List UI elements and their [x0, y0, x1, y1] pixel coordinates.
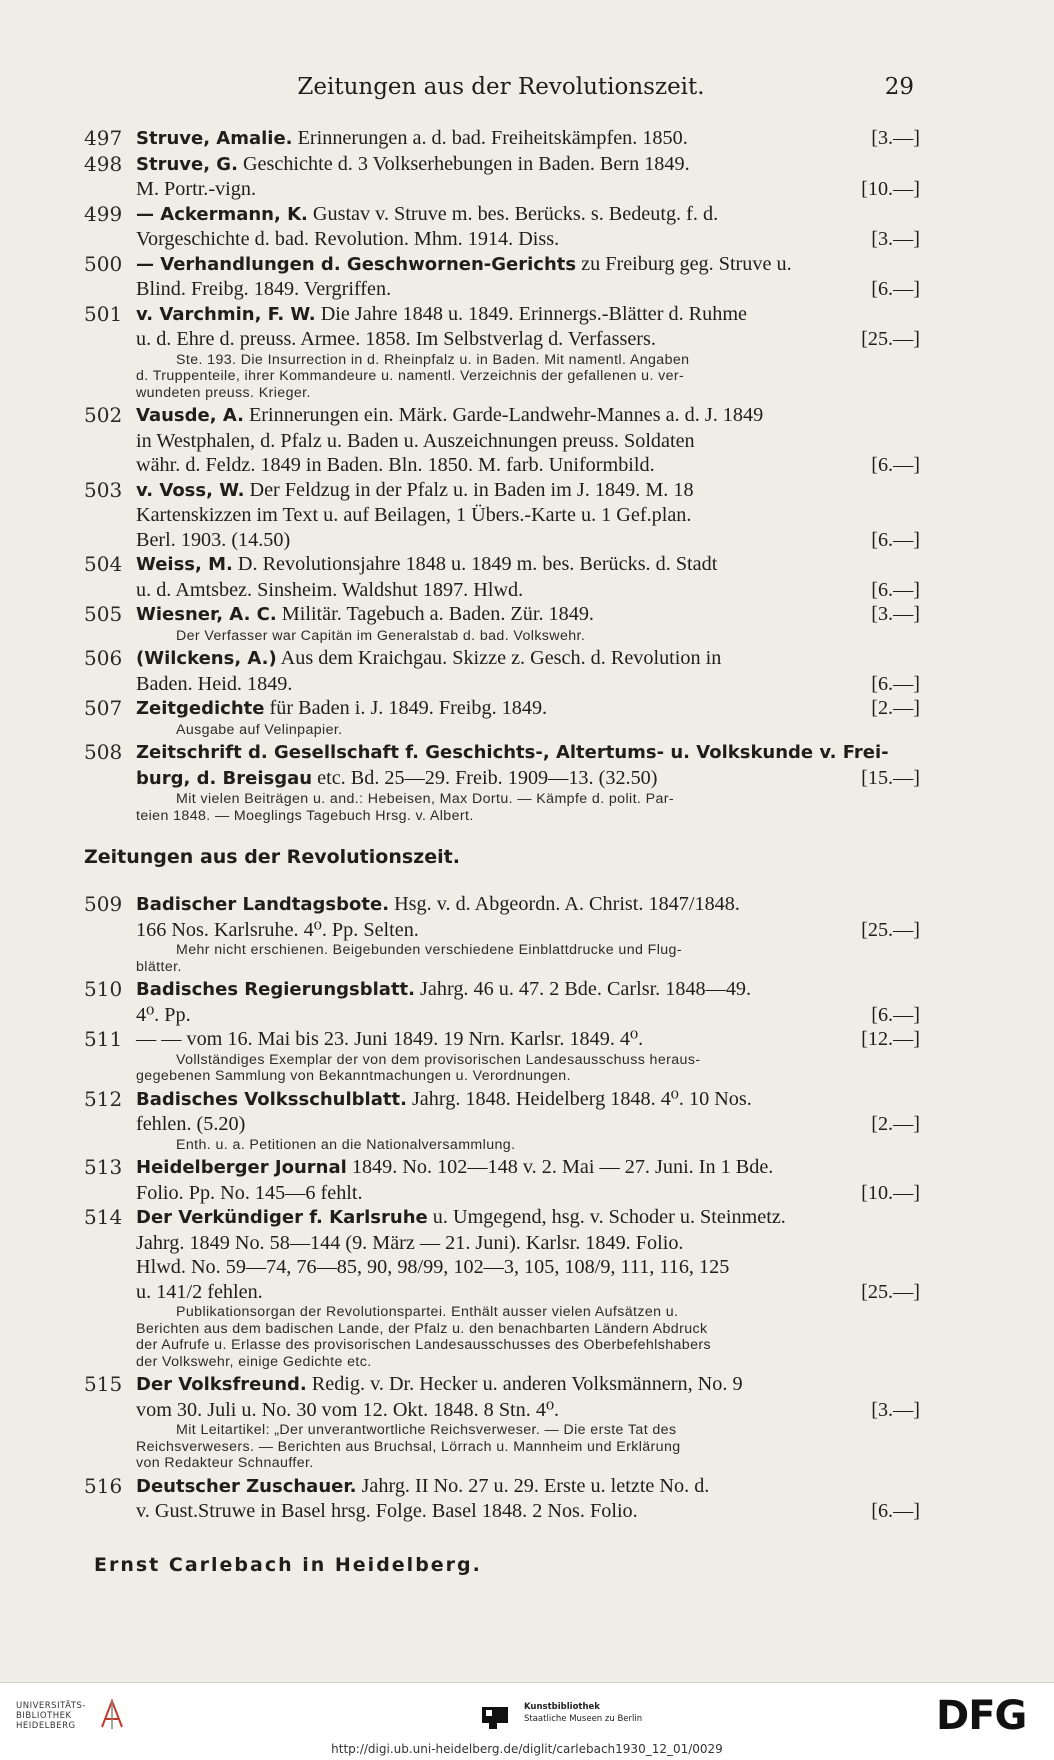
entry-note-line: wundeten preuss. Krieger. [136, 384, 311, 401]
entry-line-text: Vorgeschichte d. bad. Revolution. Mhm. 1914. Diss. [136, 228, 560, 250]
entry-line [136, 672, 920, 697]
entry-text [136, 1474, 920, 1524]
entry-note-line: Mit vielen Beiträgen u. and.: Hebeisen, Max Dortu. — Kämpfe d. polit. Par- [176, 791, 675, 807]
running-title: Zeitungen aus der Revolutionszeit. [297, 74, 705, 100]
kunstbibliothek-icon [480, 1701, 510, 1731]
entry-line-text: burg, d. Breisgau etc. Bd. 25—29. Freib. 1909—13. (32.50) [136, 766, 658, 789]
entry-line-text: — Verhandlungen d. Geschwornen-Gerichts zu Freiburg geg. Struve u. [136, 252, 792, 275]
entry-price: [12.—] [861, 1028, 920, 1050]
entry-number: 499 [84, 201, 123, 226]
entry-line-text: — Ackermann, K. Gustav v. Struve m. bes. Berücks. s. Bedeutg. f. d. [136, 202, 719, 225]
entry-line [136, 227, 920, 252]
catalog-entry [84, 403, 920, 478]
entry-author: burg, d. Breisgau [136, 767, 313, 789]
entry-line-text: Deutscher Zuschauer. Jahrg. II No. 27 u. 29. Erste u. letzte No. d. [136, 1474, 710, 1497]
entry-line-text: M. Portr.-vign. [136, 178, 257, 200]
catalog-entry [84, 1372, 920, 1472]
entry-note-line: Publikationsorgan der Revolutionspartei. Enthält ausser vielen Aufsätzen u. [176, 1304, 679, 1320]
entry-line-text: Struve, Amalie. Erinnerungen a. d. bad. Freiheitskämpfen. 1850. [136, 127, 688, 149]
entry-text [136, 892, 920, 942]
catalog-entry [84, 740, 920, 824]
entry-author: Struve, Amalie. [136, 128, 293, 149]
entry-line-text: — — vom 16. Mai bis 23. Juni 1849. 19 Nrn. Karlsr. 1849. 4⁰. [136, 1028, 644, 1050]
entry-line [136, 602, 920, 628]
entry-line-text: fehlen. (5.20) [136, 1113, 246, 1135]
entry-number: 512 [84, 1086, 123, 1111]
entry-line [136, 1280, 920, 1305]
entry-note-line: Ste. 193. Die Insurrection in d. Rheinpfalz u. in Baden. Mit namentl. Angaben [176, 351, 690, 368]
entry-author: Badischer Landtagsbote. [136, 894, 390, 915]
entry-line [136, 552, 920, 578]
catalog-entry [84, 478, 920, 553]
entry-note [136, 791, 920, 824]
catalog-entry [84, 302, 920, 402]
entry-price: [2.—] [871, 697, 920, 719]
entry-author: (Wilckens, A.) [136, 648, 277, 669]
entry-line [136, 1155, 920, 1181]
entry-line [136, 918, 920, 943]
entry-number: 505 [84, 602, 123, 626]
entry-line [136, 1255, 920, 1280]
entry-author: Der Volksfreund. [136, 1374, 307, 1395]
entry-line-text: Jahrg. 1849 No. 58—144 (9. März — 21. Juni). Karlsr. 1849. Folio. [136, 1231, 684, 1254]
entry-price: [3.—] [871, 228, 920, 250]
entry-author: Weiss, M. [136, 554, 233, 575]
entry-note-line: teien 1848. — Moeglings Tagebuch Hrsg. v. Albert. [136, 807, 474, 824]
entry-line-text: Der Verkündiger f. Karlsruhe u. Umgegend, hsg. v. Schoder u. Steinmetz. [136, 1206, 786, 1228]
entry-line [136, 252, 920, 278]
entry-number: 507 [84, 696, 123, 720]
entry-number: 515 [84, 1372, 123, 1396]
entry-line-text: Kartenskizzen im Text u. auf Beilagen, 1 Übers.-Karte u. 1 Gef.plan. [136, 504, 692, 526]
entry-line [136, 429, 920, 454]
entry-line [136, 302, 920, 328]
entry-line [136, 977, 920, 1003]
entry-note-line: von Redakteur Schnauffer. [136, 1455, 314, 1471]
entry-text [136, 1155, 920, 1205]
entry-note [136, 1052, 920, 1085]
entry-text [136, 552, 920, 602]
entry-line [136, 1112, 920, 1137]
entry-line [136, 740, 920, 766]
entry-note-line: blätter. [136, 958, 182, 975]
entry-line-text: 166 Nos. Karlsruhe. 4⁰. Pp. Selten. [136, 918, 419, 941]
entry-number: 497 [84, 126, 123, 150]
entry-number: 506 [84, 646, 123, 670]
catalog-entries [84, 126, 920, 1576]
entry-note-line: Vollständiges Exemplar der von dem provisorischen Landesausschuss heraus- [176, 1051, 701, 1068]
entry-price: [3.—] [871, 603, 920, 625]
catalog-entry [84, 646, 920, 696]
entry-note-line: d. Truppenteile, ihrer Kommandeure u. namentl. Verzeichnis der gefallenen u. ver- [136, 368, 685, 384]
catalog-entry [84, 152, 920, 202]
entry-text [136, 1027, 920, 1052]
entry-line [136, 478, 920, 504]
entry-note-line: Der Verfasser war Capitän im Generalstab d. bad. Volkswehr. [176, 627, 586, 644]
entry-line [136, 1474, 920, 1500]
entry-line [136, 1181, 920, 1206]
entry-line-text: Badisches Volksschulblatt. Jahrg. 1848. Heidelberg 1848. 4⁰. 10 Nos. [136, 1087, 752, 1110]
catalog-entry [84, 552, 920, 602]
entry-price: [3.—] [871, 127, 920, 149]
entry-price: [6.—] [871, 528, 920, 551]
entry-number: 502 [84, 403, 123, 427]
entry-line [136, 277, 920, 302]
entry-text [136, 252, 920, 302]
entry-text [136, 1205, 920, 1304]
entry-author: Vausde, A. [136, 405, 244, 426]
entry-author: Struve, G. [136, 153, 238, 175]
entry-line-text [136, 740, 889, 766]
entry-price: [6.—] [871, 1500, 920, 1522]
entry-text [136, 152, 920, 202]
entry-line [136, 1372, 920, 1398]
entry-line [136, 202, 920, 228]
uni-line: HEIDELBERG [16, 1721, 76, 1731]
entry-text [136, 1372, 920, 1422]
entry-price: [10.—] [861, 1181, 920, 1204]
entry-text [136, 696, 920, 722]
entry-number: 504 [84, 552, 123, 576]
entry-line-text: u. d. Amtsbez. Sinsheim. Waldshut 1897. Hlwd. [136, 578, 524, 601]
university-library-label [16, 1701, 86, 1731]
entry-text [136, 977, 920, 1027]
entry-line [136, 503, 920, 528]
entry-line-text: Wiesner, A. C. Militär. Tagebuch a. Baden. Zür. 1849. [136, 603, 594, 625]
entry-line-text: Blind. Freibg. 1849. Vergriffen. [136, 278, 392, 300]
page-header [88, 70, 914, 110]
entry-note-line: Enth. u. a. Petitionen an die Nationalversammlung. [176, 1136, 516, 1153]
entry-line-text: Zeitgedichte für Baden i. J. 1849. Freibg. 1849. [136, 697, 548, 719]
entry-price: [25.—] [861, 1280, 920, 1303]
entry-note [136, 1304, 920, 1370]
catalog-entry [84, 602, 920, 644]
entry-list-b [84, 892, 920, 1524]
entry-number: 508 [84, 740, 123, 764]
entry-text [136, 302, 920, 352]
entry-line [136, 528, 920, 553]
entry-note [136, 1422, 920, 1472]
entry-line-text: Badisches Regierungsblatt. Jahrg. 46 u. 47. 2 Bde. Carlsr. 1848—49. [136, 978, 752, 1000]
entry-note-line: Ausgabe auf Velinpapier. [176, 721, 343, 738]
entry-line-text: vom 30. Juli u. No. 30 vom 12. Okt. 1848. 8 Stn. 4⁰. [136, 1398, 560, 1421]
entry-line-text: Vausde, A. Erinnerungen ein. Märk. Garde-Landwehr-Mannes a. d. J. 1849 [136, 404, 764, 426]
entry-number: 516 [84, 1473, 123, 1498]
entry-line-text: in Westphalen, d. Pfalz u. Baden u. Auszeichnungen preuss. Soldaten [136, 429, 695, 452]
entry-line [136, 152, 920, 178]
entry-note [136, 722, 920, 739]
catalog-entry [84, 1474, 920, 1524]
entry-price: [15.—] [861, 766, 920, 789]
entry-price: [6.—] [871, 454, 920, 476]
entry-note [136, 1137, 920, 1154]
entry-line-text: v. Varchmin, F. W. Die Jahre 1848 u. 1849. Erinnergs.-Blätter d. Ruhme [136, 302, 747, 325]
entry-text [136, 478, 920, 553]
catalog-entry [84, 252, 920, 302]
catalog-entry [84, 126, 920, 152]
entry-line [136, 1205, 920, 1231]
entry-note [136, 352, 920, 402]
entry-number: 501 [84, 301, 123, 326]
entry-author: Deutscher Zuschauer. [136, 1475, 357, 1497]
entry-line-text: Folio. Pp. No. 145—6 fehlt. [136, 1181, 363, 1204]
entry-price: [25.—] [861, 328, 920, 350]
entry-author: Badisches Volksschulblatt. [136, 1088, 407, 1110]
entry-author: Zeitgedichte [136, 698, 265, 719]
entry-note [136, 942, 920, 975]
entry-line-text: Heidelberger Journal 1849. No. 102—148 v. 2. Mai — 27. Juni. In 1 Bde. [136, 1156, 774, 1178]
entry-price: [6.—] [871, 578, 920, 601]
entry-note-line: Mehr nicht erschienen. Beigebunden verschiedene Einblattdrucke und Flug- [176, 942, 682, 958]
entry-number: 509 [84, 892, 123, 916]
entry-line-text: Baden. Heid. 1849. [136, 672, 293, 695]
entry-price: [3.—] [871, 1398, 920, 1421]
publisher-signature: Ernst Carlebach in Heidelberg. [94, 1553, 482, 1576]
entry-line [136, 578, 920, 603]
entry-author: v. Varchmin, F. W. [136, 303, 316, 325]
entry-line-text: Der Volksfreund. Redig. v. Dr. Hecker u. anderen Volksmännern, No. 9 [136, 1373, 743, 1395]
entry-line [136, 1231, 920, 1256]
entry-line-text: Badischer Landtagsbote. Hsg. v. d. Abgeordn. A. Christ. 1847/1848. [136, 893, 740, 915]
entry-line [136, 1398, 920, 1423]
entry-line-text: (Wilckens, A.) Aus dem Kraichgau. Skizze z. Gesch. d. Revolution in [136, 647, 722, 669]
entry-price: [2.—] [871, 1113, 920, 1135]
section-heading: Zeitungen aus der Revolutionszeit. [84, 846, 460, 868]
entry-number: 513 [84, 1155, 123, 1179]
entry-line-text: u. d. Ehre d. preuss. Armee. 1858. Im Selbstverlag d. Verfassers. [136, 328, 656, 350]
entry-text [136, 403, 920, 478]
entry-author: v. Voss, W. [136, 479, 245, 501]
entry-note-line: der Aufrufe u. Erlasse des provisorischen Landesausschusses des Oberbefehlshabers [136, 1337, 711, 1353]
page-number: 29 [884, 74, 914, 100]
entry-number: 511 [84, 1027, 123, 1051]
catalog-entry [84, 1087, 920, 1154]
entry-line [136, 327, 920, 352]
entry-number: 498 [84, 151, 123, 176]
entry-line [136, 403, 920, 429]
entry-line-text: Berl. 1903. (14.50) [136, 528, 291, 551]
entry-line-text: 4⁰. Pp. [136, 1003, 191, 1026]
entry-note-line: gegebenen Sammlung von Bekanntmachungen u. Verordnungen. [136, 1068, 571, 1084]
entry-note-line: Reichsverwesers. — Berichten aus Bruchsal, Lörrach u. Mannheim und Erklärung [136, 1438, 681, 1455]
entry-line [136, 177, 920, 202]
uni-line: BIBLIOTHEK [16, 1711, 72, 1721]
entry-line [136, 1499, 920, 1524]
kb-line-2: Staatliche Museen zu Berlin [524, 1714, 643, 1724]
entry-line [136, 646, 920, 672]
catalog-entry [84, 977, 920, 1027]
entry-line [136, 696, 920, 722]
entry-author: Badisches Regierungsblatt. [136, 979, 415, 1000]
entry-author: Wiesner, A. C. [136, 604, 277, 625]
entry-line-text: Hlwd. No. 59—74, 76—85, 90, 98/99, 102—3, 105, 108/9, 111, 116, 125 [136, 1256, 730, 1278]
entry-line-text: währ. d. Feldz. 1849 in Baden. Bln. 1850. M. farb. Uniformbild. [136, 454, 655, 476]
entry-line [136, 1087, 920, 1113]
entry-text [136, 646, 920, 696]
entry-line [136, 892, 920, 918]
entry-author: — Ackermann, K. [136, 203, 308, 225]
entry-number: 514 [84, 1205, 123, 1229]
entry-line-text: u. 141/2 fehlen. [136, 1280, 263, 1303]
university-logo-icon [98, 1697, 126, 1733]
dfg-logo: DFG [936, 1693, 1027, 1739]
entry-author: Zeitschrift d. Gesellschaft f. Geschichts-, Altertums- u. Volkskunde v. Frei- [136, 742, 889, 763]
entry-price: [6.—] [871, 672, 920, 695]
entry-note-line: Mit Leitartikel: „Der unverantwortliche Reichsverweser. — Die erste Tat des [176, 1422, 677, 1438]
catalog-entry [84, 1205, 920, 1370]
entry-line-text: Struve, G. Geschichte d. 3 Volkserhebungen in Baden. Bern 1849. [136, 152, 690, 175]
catalog-entry [84, 202, 920, 252]
entry-text [136, 602, 920, 628]
entry-text [136, 126, 920, 152]
entry-note-line: der Volkswehr, einige Gedichte etc. [136, 1353, 372, 1370]
entry-note-line: Berichten aus dem badischen Lande, der Pfalz u. den benachbarten Ländern Abdruck [136, 1320, 708, 1337]
entry-price: [10.—] [861, 178, 920, 200]
catalog-entry [84, 892, 920, 975]
entry-price: [6.—] [871, 1003, 920, 1026]
entry-list-a [84, 126, 920, 824]
entry-text [136, 1087, 920, 1137]
entry-line [136, 766, 920, 792]
entry-author: — Verhandlungen d. Geschwornen-Gerichts [136, 253, 577, 275]
entry-author: Heidelberger Journal [136, 1157, 347, 1178]
entry-line [136, 1027, 920, 1052]
viewer-footer [0, 1682, 1054, 1760]
page-url[interactable]: http://digi.ub.uni-heidelberg.de/diglit/carlebach1930_12_01/0029 [331, 1742, 723, 1756]
entry-price: [6.—] [871, 278, 920, 300]
kb-line-1: Kunstbibliothek [524, 1702, 600, 1712]
entry-author: Der Verkündiger f. Karlsruhe [136, 1207, 428, 1228]
entry-number: 500 [84, 251, 123, 276]
entry-note [136, 628, 920, 645]
entry-line-text: v. Voss, W. Der Feldzug in der Pfalz u. in Baden im J. 1849. M. 18 [136, 478, 694, 501]
entry-number: 510 [84, 977, 123, 1001]
entry-price: [25.—] [861, 918, 920, 941]
kunstbibliothek-text [524, 1701, 642, 1725]
entry-line-text: v. Gust.Struwe in Basel hrsg. Folge. Basel 1848. 2 Nos. Folio. [136, 1500, 638, 1522]
catalog-entry [84, 696, 920, 738]
entry-number: 503 [84, 477, 123, 502]
entry-line [136, 126, 920, 152]
entry-text [136, 740, 920, 791]
uni-line: UNIVERSITÄTS- [16, 1701, 86, 1711]
catalog-entry [84, 1155, 920, 1205]
entry-line [136, 453, 920, 478]
catalog-entry [84, 1027, 920, 1085]
entry-line-text: Weiss, M. D. Revolutionsjahre 1848 u. 1849 m. bes. Berücks. d. Stadt [136, 553, 718, 575]
entry-line [136, 1003, 920, 1028]
entry-text [136, 202, 920, 252]
